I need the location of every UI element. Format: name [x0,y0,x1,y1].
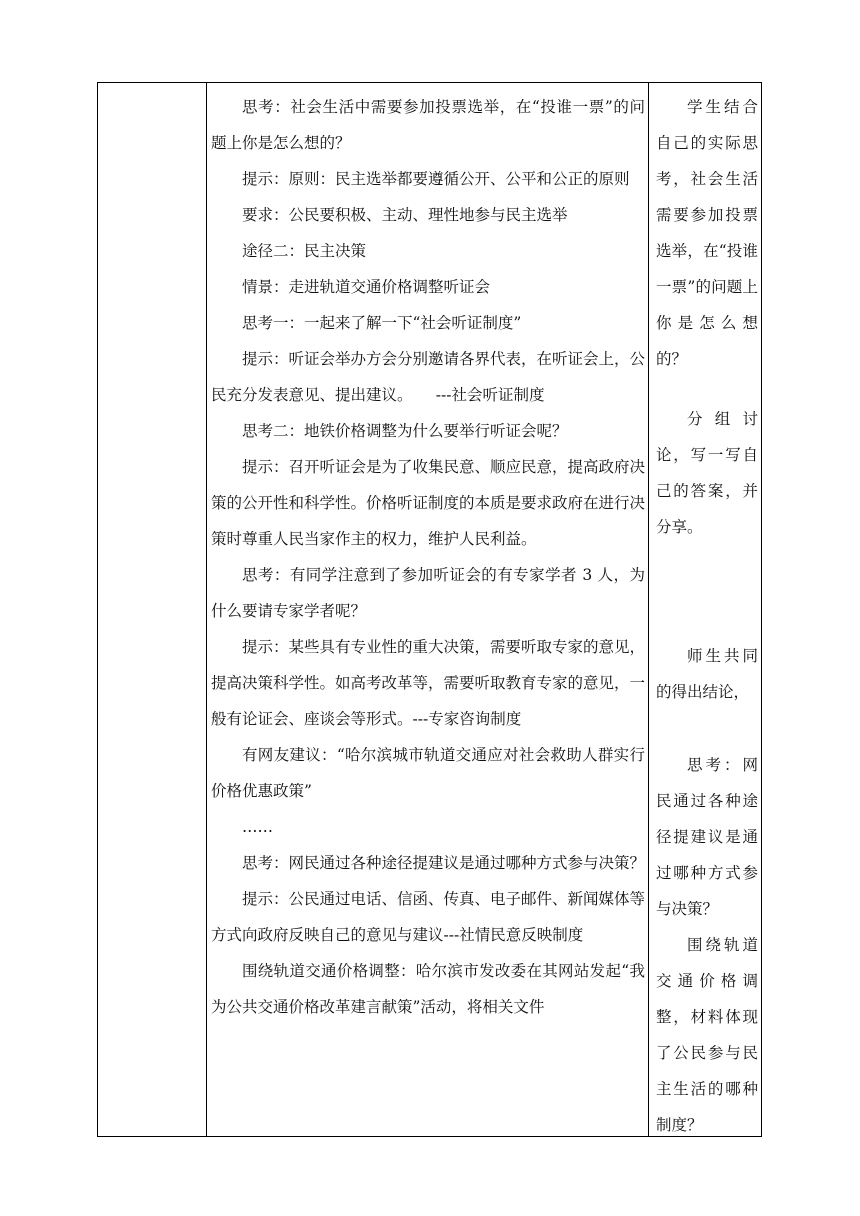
content-paragraph: 思考：社会生活中需要参加投票选举，在“投谁一票”的问题上你是怎么想的？ [211,98,645,152]
side-note-text: 思考：网民通过各种途径提建议是通过哪种方式参与决策？ [656,756,758,918]
column-divider [206,83,207,1136]
side-note-text: 师生共同的得出结论， [656,647,758,701]
content-paragraph: 思考：网民通过各种途径提建议是通过哪种方式参与决策？ [242,854,646,872]
side-note-text: 围绕轨道交通价格调整，材料体现了公民参与民主生活的哪种制度？ [656,936,758,1134]
content-paragraph: …… [242,818,273,836]
student-activity-note [656,747,758,927]
content-paragraph: 提示：原则：民主选举都要遵循公开、公平和公正的原则 [242,170,630,188]
content-paragraph: 途径二：民主决策 [242,242,367,260]
student-activity-note [656,927,758,1143]
side-note-text: 分组讨论，写一写自己的答案，并分享。 [656,410,758,536]
content-paragraph: 思考：有同学注意到了参加听证会的有专家学者 3 人，为什么要请专家学者呢？ [211,566,645,620]
content-paragraph: 思考二：地铁价格调整为什么要举行听证会呢？ [242,422,568,440]
content-paragraph: 情景：走进轨道交通价格调整听证会 [242,278,491,296]
content-paragraph: 思考一：一起来了解一下“社会听证制度” [242,314,522,332]
content-paragraph: 提示：召开听证会是为了收集民意、顺应民意，提高政府决策的公开性和科学性。价格听证制度的本质是要求政府在进行决策时尊重人民当家作主的权力，维护人民利益。 [211,458,646,548]
content-paragraph: 提示：某些具有专业性的重大决策，需要听取专家的意见，提高决策科学性。如高考改革等，需要听取教育专家的意见，一般有论证会、座谈会等形式。---专家咨询制度 [211,638,646,728]
student-activity-note [656,638,758,710]
side-note-text: 学生结合自己的实际思考，社会生活需要参加投票选举，在“投谁一票”的问题上你是怎么想的？ [656,98,758,368]
teaching-content-column [211,89,645,1025]
column-divider [648,83,649,1136]
student-activity-note [656,401,758,545]
content-paragraph: 围绕轨道交通价格调整：哈尔滨市发改委在其网站发起“我为公共交通价格改革建言献策”活动，将相关文件 [211,962,645,1016]
student-activity-note [656,89,758,377]
content-paragraph: 提示：听证会举办方会分别邀请各界代表，在听证会上，公民充分发表意见、提出建议。 ---社会听证制度 [211,350,646,404]
content-paragraph: 有网友建议：“哈尔滨城市轨道交通应对社会救助人群实行价格优惠政策” [211,746,645,800]
content-paragraph: 要求：公民要积极、主动、理性地参与民主选举 [242,206,568,224]
lesson-plan-table [97,82,762,1137]
content-paragraph: 提示：公民通过电话、信函、传真、电子邮件、新闻媒体等方式向政府反映自己的意见与建议---社情民意反映制度 [211,890,646,944]
